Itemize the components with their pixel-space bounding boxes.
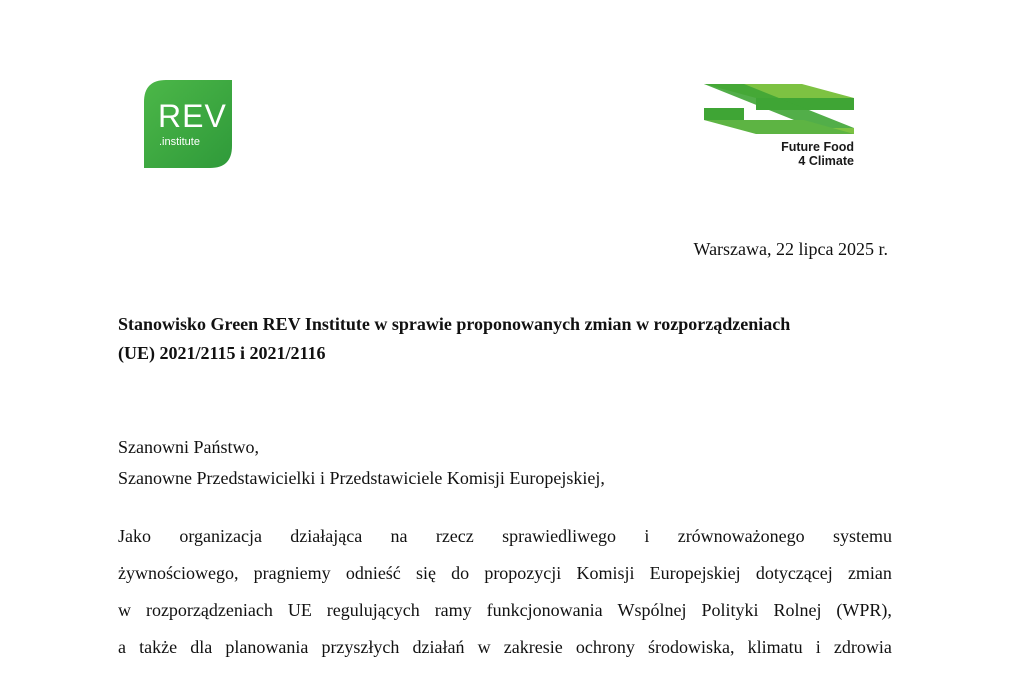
body-word: zmian xyxy=(847,563,892,583)
body-line xyxy=(118,555,892,592)
body-word: dla xyxy=(190,637,213,657)
body-paragraph xyxy=(118,518,892,666)
greeting xyxy=(118,432,605,494)
body-word: regulujących xyxy=(326,600,420,620)
body-word: żywnościowego, xyxy=(118,563,239,583)
body-word: zdrowia xyxy=(833,637,892,657)
body-word: Jako xyxy=(118,526,151,546)
future-food-logo-line1: Future Food xyxy=(781,140,854,154)
body-line xyxy=(118,629,892,666)
document-title-line1: Stanowisko Green REV Institute w sprawie proponowanych zmian w rozporządzeniach xyxy=(118,314,791,334)
body-word: przyszłych xyxy=(321,637,400,657)
rev-logo-text: REV xyxy=(158,98,227,134)
rev-institute-logo xyxy=(144,80,232,168)
body-word: a xyxy=(118,637,126,657)
future-food-4-climate-logo xyxy=(704,78,856,170)
body-word: planowania xyxy=(225,637,309,657)
body-word: odnieść xyxy=(345,563,401,583)
body-word: ochrony xyxy=(575,637,635,657)
body-line xyxy=(118,592,892,629)
document-title xyxy=(118,310,908,368)
body-word: także xyxy=(139,637,178,657)
body-word: funkcjonowania xyxy=(486,600,603,620)
body-word: zakresie xyxy=(503,637,563,657)
document-date: Warszawa, 22 lipca 2025 r. xyxy=(693,239,888,259)
body-word: działająca xyxy=(290,526,363,546)
body-word: Rolnej xyxy=(773,600,822,620)
body-word: rzecz xyxy=(435,526,474,546)
body-word: zrównoważonego xyxy=(677,526,805,546)
greeting-line2: Szanowne Przedstawicielki i Przedstawiciele Komisji Europejskiej, xyxy=(118,468,605,488)
body-word: i xyxy=(815,637,821,657)
greeting-line1: Szanowni Państwo, xyxy=(118,437,259,457)
body-word: w xyxy=(118,600,131,620)
body-word: pragniemy xyxy=(253,563,331,583)
body-word: Polityki xyxy=(701,600,759,620)
body-word: (WPR), xyxy=(836,600,892,620)
rev-logo-subtitle: .institute xyxy=(159,136,200,148)
body-word: Wspólnej xyxy=(617,600,687,620)
body-line xyxy=(118,518,892,555)
body-word: działań xyxy=(412,637,465,657)
body-word: dotyczącej xyxy=(755,563,833,583)
body-word: do xyxy=(451,563,470,583)
body-word: i xyxy=(644,526,650,546)
body-word: się xyxy=(415,563,436,583)
body-word: UE xyxy=(287,600,312,620)
body-word: Europejskiej xyxy=(649,563,741,583)
body-word: klimatu xyxy=(747,637,803,657)
future-food-ribbon-icon xyxy=(704,78,856,138)
body-word: środowiska, xyxy=(647,637,735,657)
document-title-line2: (UE) 2021/2115 i 2021/2116 xyxy=(118,343,326,363)
body-word: systemu xyxy=(832,526,892,546)
body-word: propozycji xyxy=(484,563,562,583)
body-word: Komisji xyxy=(576,563,635,583)
future-food-logo-line2: 4 Climate xyxy=(798,154,854,168)
body-word: w xyxy=(477,637,491,657)
body-word: na xyxy=(390,526,408,546)
body-word: rozporządzeniach xyxy=(145,600,273,620)
body-word: ramy xyxy=(434,600,472,620)
body-word: sprawiedliwego xyxy=(502,526,617,546)
body-word: organizacja xyxy=(179,526,262,546)
future-food-logo-text xyxy=(781,140,854,168)
